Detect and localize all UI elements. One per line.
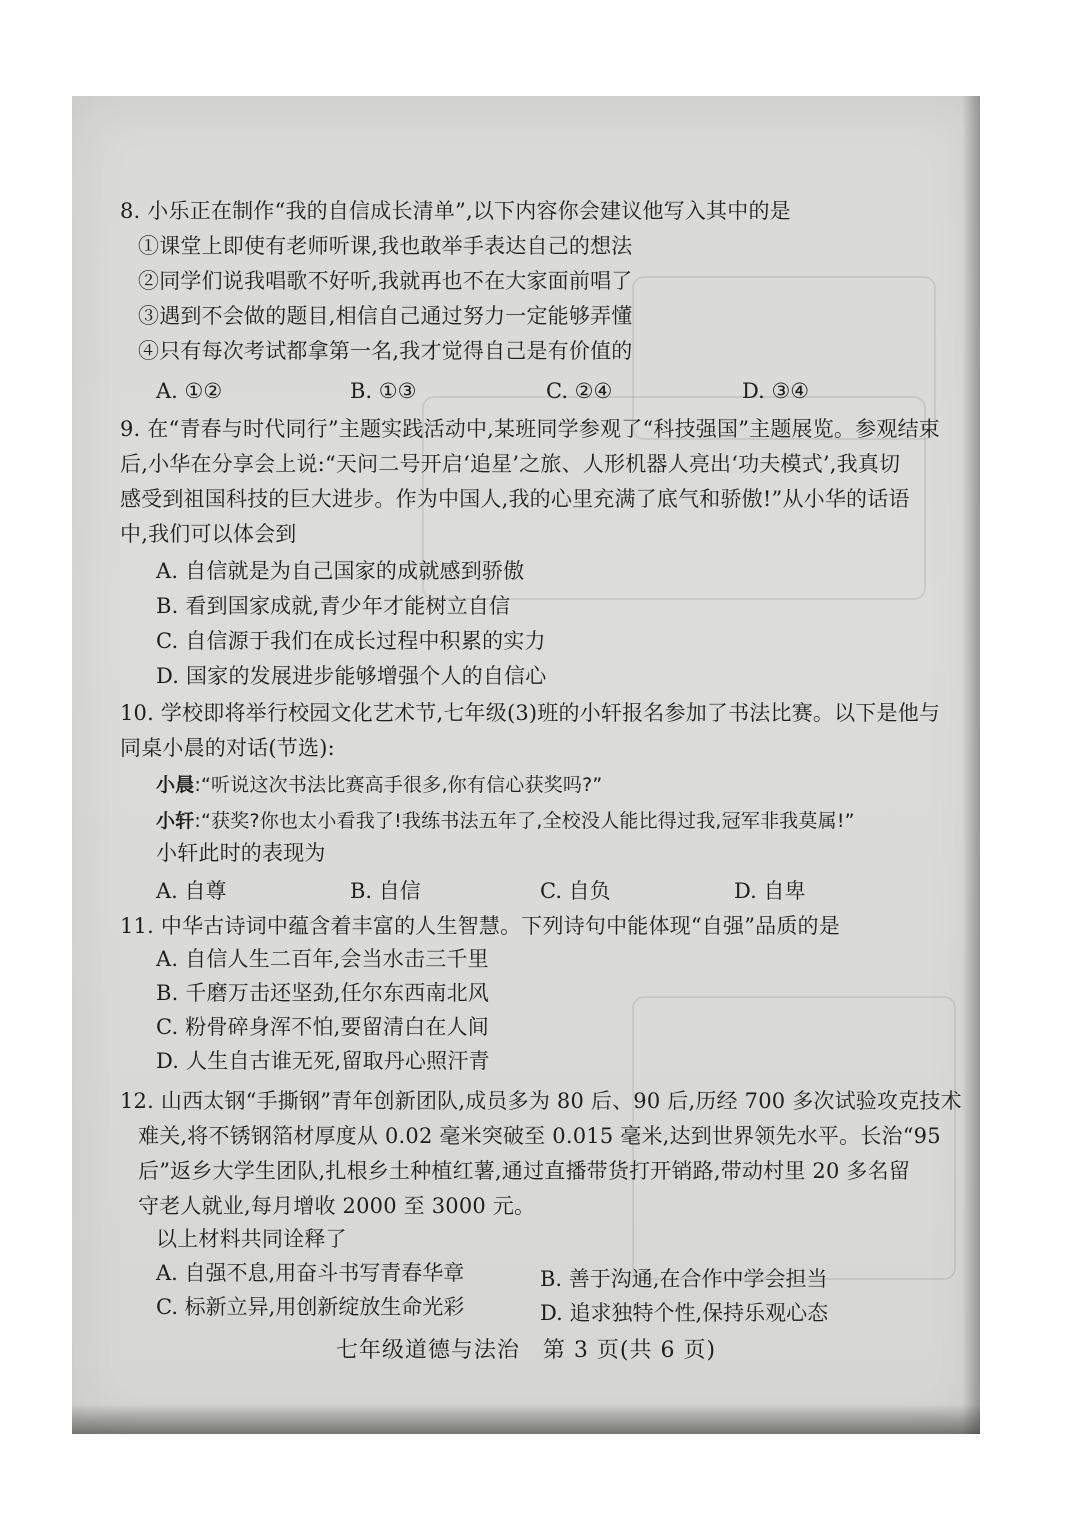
q10-speaker-2: 小轩 bbox=[156, 810, 195, 832]
q8-option-c: C. ②④ bbox=[546, 379, 613, 403]
paper-shadow-right bbox=[962, 96, 980, 1434]
page-footer: 七年级道德与法治 第 3 页(共 6 页) bbox=[335, 1338, 717, 1363]
q10-line-2: 同桌小晨的对话(节选): bbox=[120, 736, 335, 760]
q9-option-b: B. 看到国家成就,青少年才能树立自信 bbox=[156, 594, 511, 618]
q9-line-2: 后,小华在分享会上说:“天问二号开启‘追星’之旅、人形机器人亮出‘功夫模式’,我真切 bbox=[120, 452, 901, 476]
q8-option-d: D. ③④ bbox=[742, 379, 810, 403]
q8-item-2: ②同学们说我唱歌不好听,我就再也不在大家面前唱了 bbox=[138, 269, 633, 293]
q9-option-a: A. 自信就是为自己国家的成就感到骄傲 bbox=[156, 559, 525, 583]
q12-line-1: 12. 山西太钢“手撕钢”青年创新团队,成员多为 80 后、90 后,历经 700 多次试验攻克技术 bbox=[120, 1089, 962, 1113]
q12-tail: 以上材料共同诠释了 bbox=[156, 1227, 347, 1251]
q12-options-row-2 bbox=[156, 1292, 976, 1325]
page-content bbox=[72, 96, 980, 1434]
q8-option-b: B. ①③ bbox=[350, 379, 417, 403]
q11-option-c: C. 粉骨碎身浑不怕,要留清白在人间 bbox=[156, 1015, 489, 1039]
q9-option-d: D. 国家的发展进步能够增强个人的自信心 bbox=[156, 664, 547, 688]
q10-option-c: C. 自负 bbox=[540, 879, 611, 903]
q10-dialogue-1 bbox=[156, 770, 602, 800]
q10-option-a: A. 自尊 bbox=[156, 879, 227, 903]
q10-dialogue-2 bbox=[156, 806, 855, 836]
q10-options bbox=[156, 876, 876, 906]
q9-line-3: 感受到祖国科技的巨大进步。作为中国人,我的心里充满了底气和骄傲!”从小华的话语 bbox=[120, 487, 910, 511]
q10-tail: 小轩此时的表现为 bbox=[156, 841, 326, 865]
q8-item-4: ④只有每次考试都拿第一名,我才觉得自己是有价值的 bbox=[138, 339, 633, 363]
q10-dialogue-1-text: :“听说这次书法比赛高手很多,你有信心获奖吗?” bbox=[194, 774, 603, 796]
q10-speaker-1: 小晨 bbox=[156, 774, 195, 796]
q8-item-1: ①课堂上即使有老师听课,我也敢举手表达自己的想法 bbox=[138, 234, 633, 258]
q8-stem: 8. 小乐正在制作“我的自信成长清单”,以下内容你会建议他写入其中的是 bbox=[120, 199, 791, 223]
q9-option-c: C. 自信源于我们在成长过程中积累的实力 bbox=[156, 629, 546, 653]
q8-options bbox=[156, 376, 876, 406]
q12-line-2: 难关,将不锈钢箔材厚度从 0.02 毫米突破至 0.015 毫米,达到世界领先水平。长治“95 bbox=[138, 1124, 941, 1148]
q10-dialogue-2-text: :“获奖?你也太小看我了!我练书法五年了,全校没人能比得过我,冠军非我莫属!” bbox=[194, 810, 855, 832]
q11-option-b: B. 千磨万击还坚劲,任尔东西南北风 bbox=[156, 981, 490, 1005]
q9-line-4: 中,我们可以体会到 bbox=[120, 522, 297, 546]
q12-line-3: 后”返乡大学生团队,扎根乡土种植红薯,通过直播带货打开销路,带动村里 20 多名留 bbox=[138, 1159, 911, 1183]
q10-line-1: 10. 学校即将举行校园文化艺术节,七年级(3)班的小轩报名参加了书法比赛。以下是他与 bbox=[120, 701, 941, 725]
q12-option-b: B. 善于沟通,在合作中学会担当 bbox=[540, 1267, 828, 1291]
q12-option-a: A. 自强不息,用奋斗书写青春华章 bbox=[156, 1261, 465, 1285]
q10-option-d: D. 自卑 bbox=[734, 879, 806, 903]
q11-stem: 11. 中华古诗词中蕴含着丰富的人生智慧。下列诗句中能体现“自强”品质的是 bbox=[120, 914, 840, 938]
q8-item-3: ③遇到不会做的题目,相信自己通过努力一定能够弄懂 bbox=[138, 304, 633, 328]
q10-option-b: B. 自信 bbox=[350, 879, 421, 903]
exam-paper bbox=[72, 96, 980, 1434]
q11-option-a: A. 自信人生二百年,会当水击三千里 bbox=[156, 947, 489, 971]
paper-shadow-bottom bbox=[72, 1404, 980, 1434]
q11-option-d: D. 人生自古谁无死,留取丹心照汗青 bbox=[156, 1049, 490, 1073]
q12-line-4: 守老人就业,每月增收 2000 至 3000 元。 bbox=[138, 1194, 536, 1218]
q8-option-a: A. ①② bbox=[156, 379, 223, 403]
q12-option-c: C. 标新立异,用创新绽放生命光彩 bbox=[156, 1295, 465, 1319]
q12-option-d: D. 追求独特个性,保持乐观心态 bbox=[540, 1301, 829, 1325]
q12-options-row-1 bbox=[156, 1258, 976, 1291]
q9-line-1: 9. 在“青春与时代同行”主题实践活动中,某班同学参观了“科技强国”主题展览。参观结束 bbox=[120, 417, 940, 441]
